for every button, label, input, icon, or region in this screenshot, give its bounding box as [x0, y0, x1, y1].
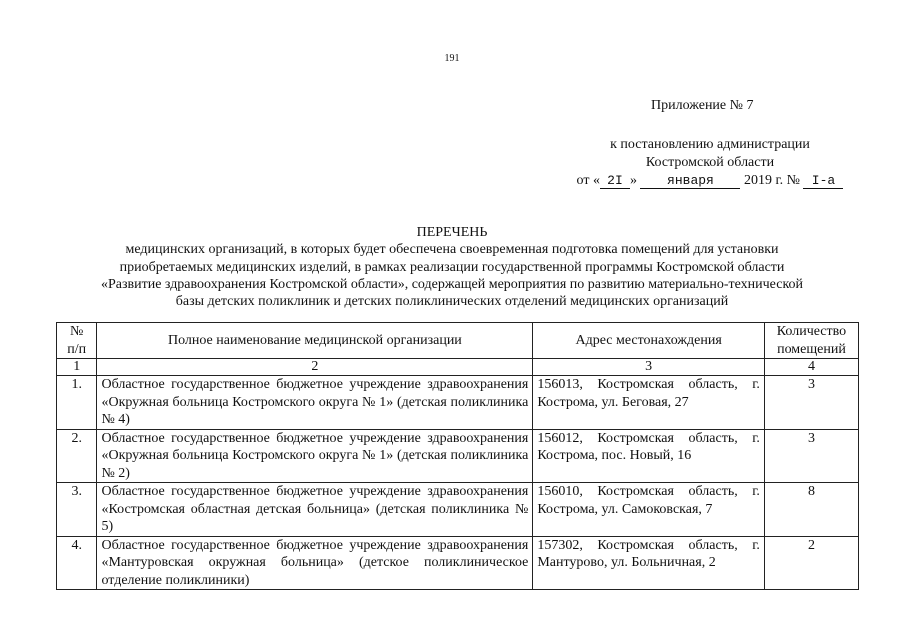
table-row: [57, 376, 859, 430]
column-index-row: [57, 359, 859, 376]
column-index: 2: [97, 359, 533, 376]
table-row: [57, 429, 859, 483]
header-qty: [764, 323, 858, 359]
column-index: 1: [57, 359, 97, 376]
handwritten-month: января: [640, 173, 740, 189]
organizations-table: [56, 322, 859, 590]
header-num: [57, 323, 97, 359]
row-qty: 3: [764, 376, 858, 430]
row-address: 156012, Костромская область, г. Кострома, пос. Новый, 16: [533, 429, 765, 483]
header-qty-line-1: Количество: [776, 324, 847, 339]
column-index: 4: [764, 359, 858, 376]
list-description-line-4: базы детских поликлиник и детских поликлинических отделений медицинских организаций: [175, 294, 729, 310]
row-address: 156010, Костромская область, г. Кострома, ул. Самоковская, 7: [533, 483, 765, 537]
row-num: 1.: [57, 376, 97, 430]
date-day-suffix: »: [629, 173, 637, 188]
appendix-title: Приложение № 7: [651, 98, 754, 113]
header-qty-line-2: помещений: [777, 341, 846, 357]
table-row: [57, 536, 859, 590]
row-num: 4.: [57, 536, 97, 590]
list-description-line-2: приобретаемых медицинских изделий, в рамках реализации государственной программы Костромской области: [119, 259, 785, 275]
decree-line-2: Костромской области: [645, 155, 775, 170]
decree-reference: [560, 136, 860, 190]
row-org-name: Областное государственное бюджетное учреждение здравоохранения «Окружная больница Костромского округа № 1» (детская поликлиника № 4): [97, 376, 533, 430]
row-qty: 2: [764, 536, 858, 590]
column-index: 3: [533, 359, 765, 376]
row-org-name: Областное государственное бюджетное учреждение здравоохранения «Окружная больница Костромского округа № 1» (детская поликлиника № 2): [97, 429, 533, 483]
date-year-text: 2019 г. №: [743, 173, 800, 188]
row-num: 3.: [57, 483, 97, 537]
page-number: 191: [444, 53, 460, 64]
handwritten-decree-number: I-а: [803, 173, 843, 189]
list-description-line-3: «Развитие здравоохранения Костромской области», содержащей мероприятия по развитию материально-технической: [100, 276, 804, 292]
list-heading: [60, 224, 844, 310]
row-qty: 3: [764, 429, 858, 483]
row-num: 2.: [57, 429, 97, 483]
row-org-name: Областное государственное бюджетное учреждение здравоохранения «Мантуровская окружная больница» (детское поликлиническое отделение поликлиники): [97, 536, 533, 590]
handwritten-day: 2I: [600, 173, 630, 189]
table-header-row: [57, 323, 859, 359]
row-address: 157302, Костромская область, г. Мантурово, ул. Больничная, 2: [533, 536, 765, 590]
row-qty: 8: [764, 483, 858, 537]
table-row: [57, 483, 859, 537]
header-num-line-1: №: [70, 324, 84, 339]
date-prefix: от «: [576, 173, 600, 188]
list-title: ПЕРЕЧЕНЬ: [416, 225, 488, 240]
decree-line-1: к постановлению администрации: [610, 137, 810, 152]
header-address: Адрес местонахождения: [533, 323, 765, 359]
row-address: 156013, Костромская область, г. Кострома, ул. Беговая, 27: [533, 376, 765, 430]
header-num-line-2: п/п: [67, 341, 87, 357]
header-name: Полное наименование медицинской организации: [97, 323, 533, 359]
decree-date-line: [560, 172, 860, 190]
list-description-line-1: медицинских организаций, в которых будет обеспечена своевременная подготовка помещений для установки: [125, 242, 779, 258]
row-org-name: Областное государственное бюджетное учреждение здравоохранения «Костромская областная детская больница» (детская поликлиника № 5): [97, 483, 533, 537]
